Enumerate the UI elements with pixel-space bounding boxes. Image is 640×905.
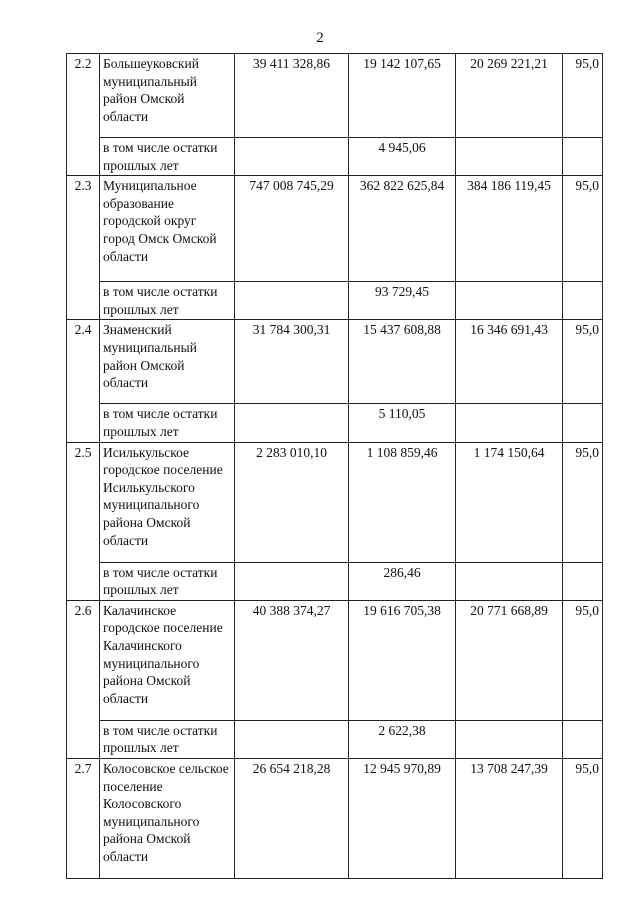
row-number: 2.4 — [67, 320, 100, 404]
percent-value: 95,0 — [563, 54, 603, 138]
empty-cell — [456, 282, 563, 320]
prior-years-balance-value: 286,46 — [349, 562, 456, 600]
municipality-name: Знаменский муниципальный район Омской области — [100, 320, 235, 404]
federal-part-amount: 19 616 705,38 — [349, 600, 456, 720]
prior-years-balance-label: в том числе остатки прошлых лет — [100, 562, 235, 600]
percent-value: 95,0 — [563, 320, 603, 404]
total-amount: 26 654 218,28 — [235, 758, 349, 878]
municipality-name: Исилькульское городское поселение Исилькульского муниципального района Омской области — [100, 442, 235, 562]
municipality-name: Калачинское городское поселение Калачинского муниципального района Омской области — [100, 600, 235, 720]
federal-part-amount: 362 822 625,84 — [349, 176, 456, 282]
empty-cell — [563, 138, 603, 176]
empty-cell — [235, 720, 349, 758]
empty-cell — [456, 720, 563, 758]
budget-table — [66, 53, 603, 879]
table-row — [67, 320, 603, 404]
row-number: 2.2 — [67, 54, 100, 138]
row-number: 2.6 — [67, 600, 100, 720]
table-row — [67, 600, 603, 720]
empty-cell — [235, 138, 349, 176]
percent-value: 95,0 — [563, 758, 603, 878]
prior-years-balance-value: 4 945,06 — [349, 138, 456, 176]
row-number-cell — [67, 404, 100, 442]
total-amount: 747 008 745,29 — [235, 176, 349, 282]
table-subrow — [67, 404, 603, 442]
federal-part-amount: 12 945 970,89 — [349, 758, 456, 878]
row-number-cell — [67, 720, 100, 758]
prior-years-balance-label: в том числе остатки прошлых лет — [100, 282, 235, 320]
table-subrow — [67, 562, 603, 600]
table-row — [67, 54, 603, 138]
row-number-cell — [67, 282, 100, 320]
regional-part-amount: 13 708 247,39 — [456, 758, 563, 878]
empty-cell — [563, 562, 603, 600]
table-subrow — [67, 282, 603, 320]
total-amount: 40 388 374,27 — [235, 600, 349, 720]
percent-value: 95,0 — [563, 442, 603, 562]
percent-value: 95,0 — [563, 176, 603, 282]
row-number-cell — [67, 138, 100, 176]
regional-part-amount: 384 186 119,45 — [456, 176, 563, 282]
federal-part-amount: 1 108 859,46 — [349, 442, 456, 562]
prior-years-balance-label: в том числе остатки прошлых лет — [100, 138, 235, 176]
row-number-cell — [67, 562, 100, 600]
empty-cell — [456, 404, 563, 442]
empty-cell — [563, 404, 603, 442]
prior-years-balance-value: 5 110,05 — [349, 404, 456, 442]
table-row — [67, 176, 603, 282]
municipality-name: Колосовское сельское поселение Колосовского муниципального района Омской области — [100, 758, 235, 878]
row-number: 2.5 — [67, 442, 100, 562]
page-number: 2 — [316, 30, 324, 46]
prior-years-balance-value: 2 622,38 — [349, 720, 456, 758]
prior-years-balance-label: в том числе остатки прошлых лет — [100, 404, 235, 442]
federal-part-amount: 19 142 107,65 — [349, 54, 456, 138]
empty-cell — [235, 404, 349, 442]
empty-cell — [235, 562, 349, 600]
municipality-name: Большеуковский муниципальный район Омской области — [100, 54, 235, 138]
regional-part-amount: 20 269 221,21 — [456, 54, 563, 138]
empty-cell — [456, 562, 563, 600]
table-body — [67, 54, 603, 879]
table-row — [67, 758, 603, 878]
federal-part-amount: 15 437 608,88 — [349, 320, 456, 404]
prior-years-balance-value: 93 729,45 — [349, 282, 456, 320]
regional-part-amount: 20 771 668,89 — [456, 600, 563, 720]
total-amount: 2 283 010,10 — [235, 442, 349, 562]
municipality-name: Муниципальное образование городской округ город Омск Омской области — [100, 176, 235, 282]
total-amount: 39 411 328,86 — [235, 54, 349, 138]
empty-cell — [235, 282, 349, 320]
row-number: 2.7 — [67, 758, 100, 878]
row-number: 2.3 — [67, 176, 100, 282]
empty-cell — [456, 138, 563, 176]
percent-value: 95,0 — [563, 600, 603, 720]
regional-part-amount: 16 346 691,43 — [456, 320, 563, 404]
regional-part-amount: 1 174 150,64 — [456, 442, 563, 562]
prior-years-balance-label: в том числе остатки прошлых лет — [100, 720, 235, 758]
table-row — [67, 442, 603, 562]
table-subrow — [67, 720, 603, 758]
total-amount: 31 784 300,31 — [235, 320, 349, 404]
empty-cell — [563, 282, 603, 320]
table-subrow — [67, 138, 603, 176]
empty-cell — [563, 720, 603, 758]
